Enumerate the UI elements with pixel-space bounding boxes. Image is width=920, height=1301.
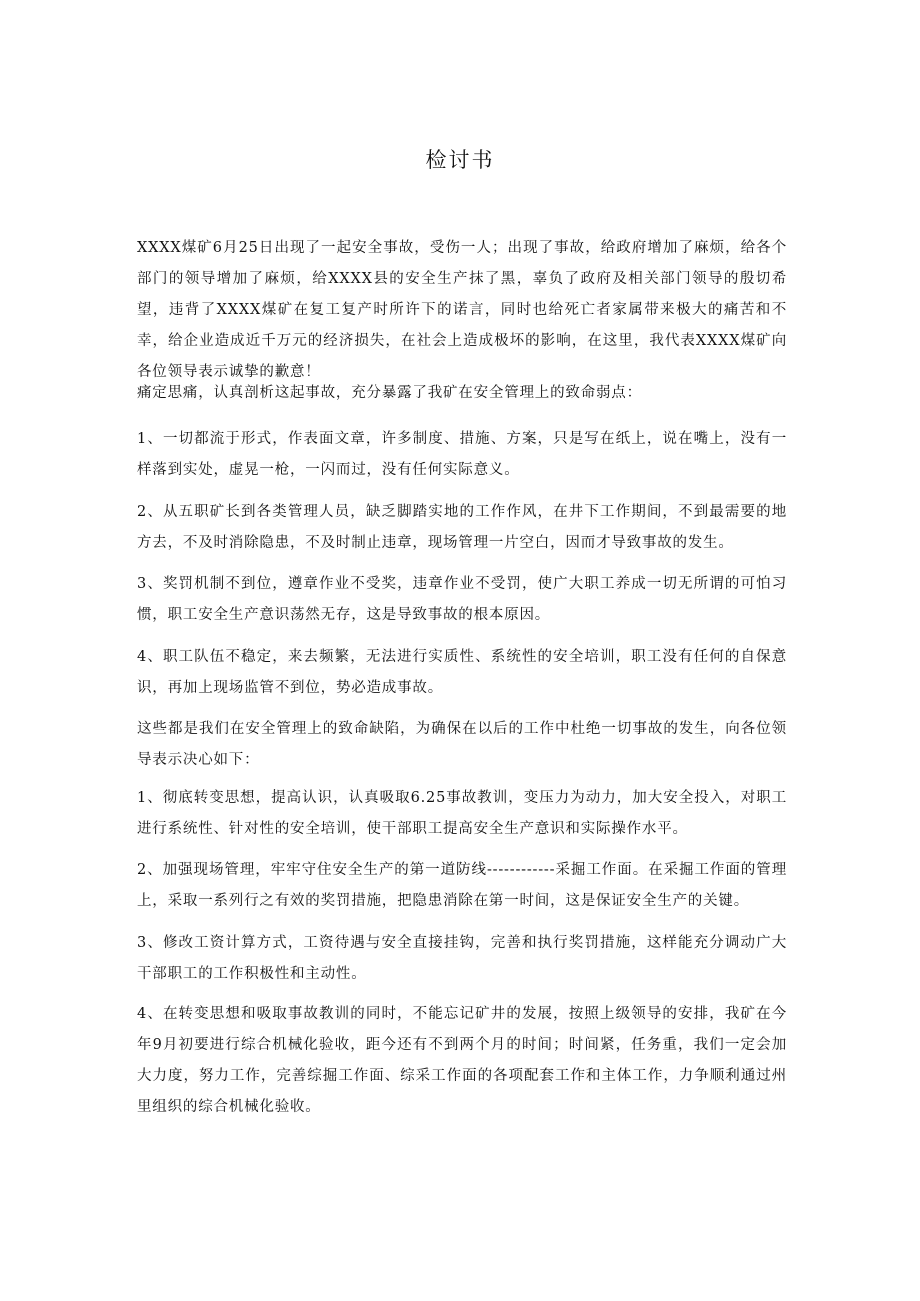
paragraph-resolution-3: 3、修改工资计算方式，工资待遇与安全直接挂钩，完善和执行奖罚措施，这样能充分调动广大干部职工的工作积极性和主动性。 bbox=[137, 935, 787, 982]
paragraph-resolution-2: 2、加强现场管理，牢牢守住安全生产的第一道防线------------采掘工作面。在采掘工作面的管理上，采取一系列行之有效的奖罚措施，把隐患消除在第一时间，这是保证安全生产的关键。 bbox=[137, 862, 787, 909]
paragraph-weakness-2: 2、从五职矿长到各类管理人员，缺乏脚踏实地的工作作风，在井下工作期间，不到最需要的地方去，不及时消除隐患，不及时制止违章，现场管理一片空白，因而才导致事故的发生。 bbox=[137, 504, 787, 551]
paragraph-resolution-1: 1、彻底转变思想，提高认识，认真吸取6.25事故教训，变压力为动力，加大安全投入，对职工进行系统性、针对性的安全培训，使干部职工提高安全生产意识和实际操作水平。 bbox=[137, 790, 787, 837]
paragraph-weakness-1: 1、一切都流于形式，作表面文章，许多制度、措施、方案，只是写在纸上，说在嘴上，没有一样落到实处，虚晃一枪，一闪而过，没有任何实际意义。 bbox=[137, 431, 787, 478]
paragraph-intro: XXXX煤矿6月25日出现了一起安全事故，受伤一人；出现了事故，给政府增加了麻烦，给各个部门的领导增加了麻烦，给XXXX县的安全生产抹了黑，辜负了政府及相关部门领导的殷切希望，违背了XXXX煤矿在复工复产时所许下的诺言，同时也给死亡者家属带来极大的痛苦和不幸，给企业造成近千万元的经济损失，在社会上造成极坏的影响，在这里，我代表XXXX煤矿向各位领导表示诚挚的歉意！ bbox=[137, 240, 787, 380]
paragraph-analysis-lead: 痛定思痛，认真剖析这起事故，充分暴露了我矿在安全管理上的致命弱点： bbox=[137, 385, 642, 401]
document-title: 检讨书 bbox=[425, 148, 495, 172]
paragraph-resolution-lead: 这些都是我们在安全管理上的致命缺陷，为确保在以后的工作中杜绝一切事故的发生，向各位领导表示决心如下： bbox=[137, 721, 787, 768]
paragraph-resolution-4: 4、在转变思想和吸取事故教训的同时，不能忘记矿井的发展，按照上级领导的安排，我矿在今年9月初要进行综合机械化验收，距今还有不到两个月的时间；时间紧，任务重，我们一定会加大力度，努力工作，完善综掘工作面、综采工作面的各项配套工作和主体工作，力争顺利通过州里组织的综合机械化验收。 bbox=[137, 1006, 787, 1115]
paragraph-weakness-3: 3、奖罚机制不到位，遵章作业不受奖，违章作业不受罚，使广大职工养成一切无所谓的可怕习惯，职工安全生产意识荡然无存，这是导致事故的根本原因。 bbox=[137, 576, 787, 623]
paragraph-weakness-4: 4、职工队伍不稳定，来去频繁，无法进行实质性、系统性的安全培训，职工没有任何的自保意识，再加上现场监管不到位，势必造成事故。 bbox=[137, 649, 787, 696]
